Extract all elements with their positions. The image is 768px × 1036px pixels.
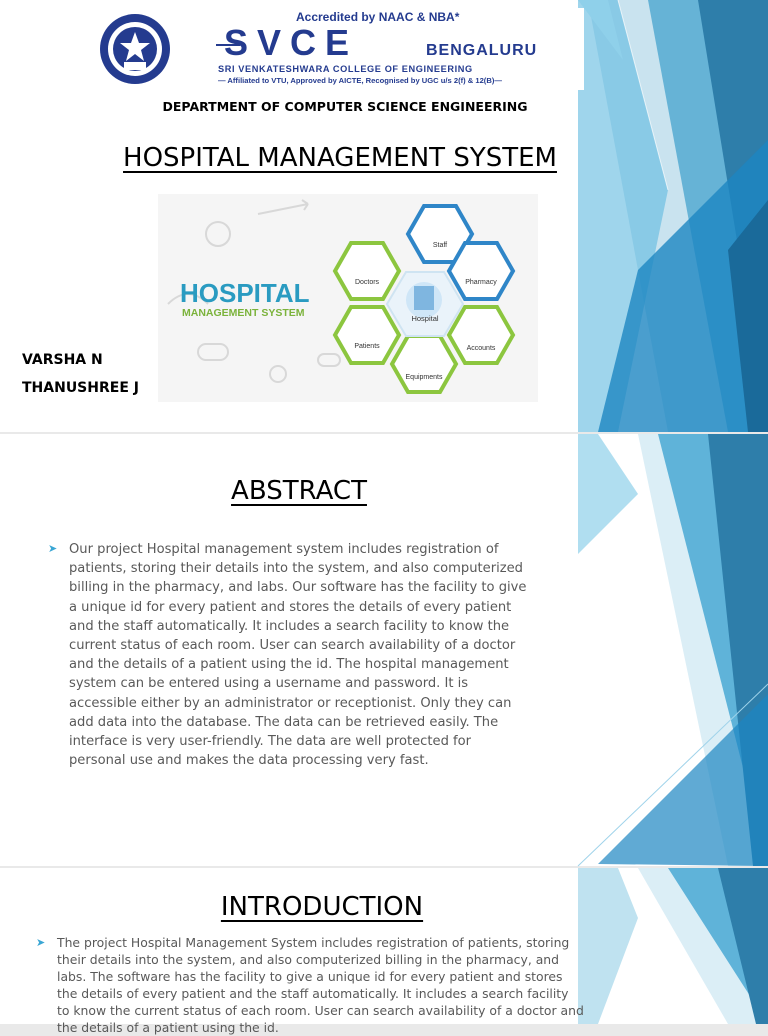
introduction-line: their details into the system, and also computerized billing in the pharmacy, and (57, 952, 560, 967)
college-logo (88, 8, 584, 90)
college-name: SRI VENKATESHWARA COLLEGE OF ENGINEERING (218, 64, 473, 74)
abstract-paragraph (69, 540, 589, 770)
introduction-slide (0, 868, 768, 1035)
decorative-shapes (578, 0, 768, 432)
node-pharmacy: Pharmacy (465, 279, 497, 286)
arrow-bullet-icon: ➤ (36, 936, 46, 949)
title-slide (0, 0, 768, 432)
hospital-system-illustration (158, 194, 538, 402)
introduction-line: the details of every patient and the staff automatically. It includes a search facility (57, 986, 569, 1001)
college-emblem-icon (98, 12, 172, 86)
abstract-line: accessible either by an administrator or receptionist. Only they can (69, 695, 512, 711)
node-doctors: Doctors (354, 279, 380, 286)
node-patients: Patients (354, 343, 380, 350)
introduction-paragraph (57, 934, 613, 1036)
node-accounts: Accounts (466, 345, 496, 352)
abstract-line: current status of each room. User can search availability of a doctor (69, 638, 516, 654)
introduction-line: to know the current status of each room. User can search availability of a doctor and (57, 1003, 584, 1018)
presentation-title: HOSPITAL MANAGEMENT SYSTEM (123, 143, 557, 173)
introduction-line: The project Hospital Management System includes registration of patients, storing (57, 935, 570, 950)
accreditation-text: Accredited by NAAC & NBA* (296, 10, 460, 24)
abstract-line: interface is very user-friendly. The data are well protected for (69, 734, 472, 750)
abstract-line: Our project Hospital management system includes registration of (69, 542, 499, 557)
abstract-line: patients, storing their details into the system, and also computerized (69, 561, 523, 577)
abstract-line: personal use and makes the data processing very fast. (69, 753, 429, 769)
abstract-slide (0, 434, 768, 866)
node-equipments: Equipments (405, 374, 443, 381)
city-name: BENGALURU (426, 42, 538, 59)
illus-word-system: MANAGEMENT SYSTEM (182, 307, 305, 319)
node-hospital: Hospital (411, 314, 439, 323)
department-name: DEPARTMENT OF COMPUTER SCIENCE ENGINEERING (162, 99, 528, 114)
introduction-line: labs. The software has the facility to give a unique id for every patient and stores (57, 969, 563, 984)
introduction-line: the details of a patient using the id. (57, 1020, 279, 1035)
abstract-line: system can be entered using a username and password. It is (69, 676, 469, 692)
author-name-2: THANUSHREE J (22, 380, 139, 396)
introduction-title: INTRODUCTION (220, 892, 424, 922)
abstract-line: and the staff automatically. It includes a search facility to know the (69, 618, 510, 634)
abstract-line: add data into the database. The data can be retrieved easily. The (69, 714, 499, 730)
arrow-bullet-icon: ➤ (48, 542, 58, 555)
decorative-shapes (578, 434, 768, 866)
affiliation-text: — Affiliated to VTU, Approved by AICTE, Recognised by UGC u/s 2(f) & 12(B)— (218, 76, 502, 85)
node-staff: Staff (432, 242, 448, 249)
author-name-1: VARSHA N (22, 352, 103, 368)
abstract-line: a unique id for every patient and stores the details of every patient (69, 599, 512, 615)
illus-word-hospital: HOSPITAL (180, 278, 310, 308)
brand-name: SVCE (224, 22, 359, 63)
abstract-title: ABSTRACT (231, 476, 367, 506)
abstract-line: billing in the pharmacy, and labs. Our software has the facility to give (69, 580, 527, 596)
abstract-line: and the details of a patient using the id. The hospital management (69, 657, 509, 673)
